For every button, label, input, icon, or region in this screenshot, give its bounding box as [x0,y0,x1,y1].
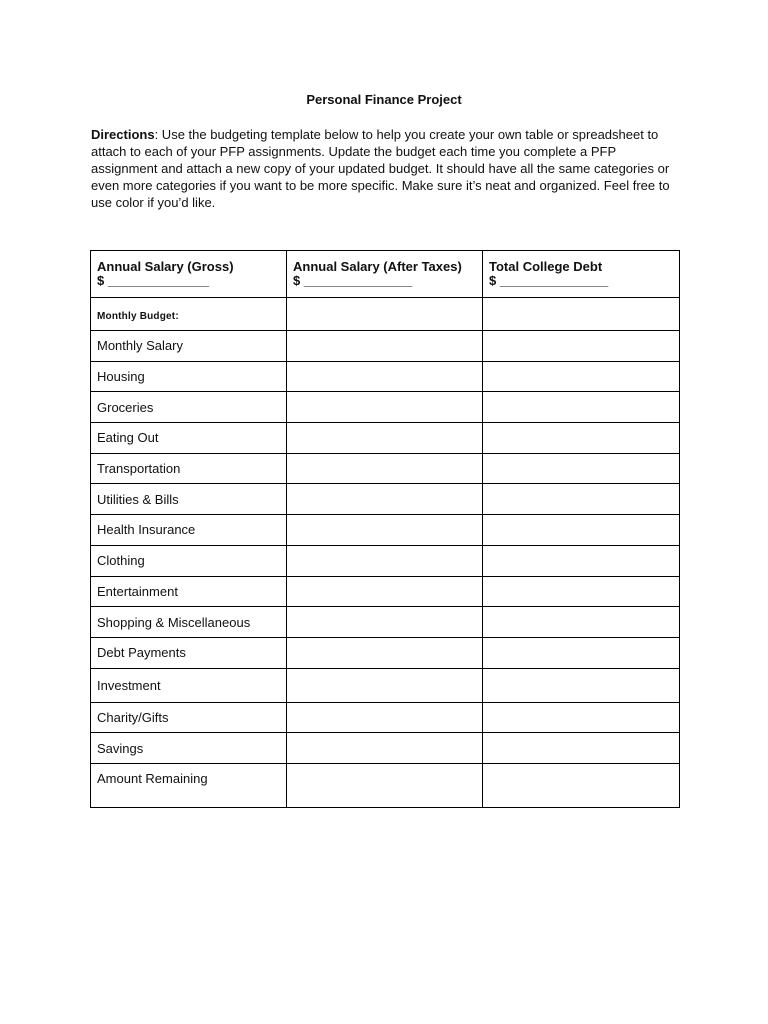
category-label: Housing [91,361,287,392]
empty-cell[interactable] [287,763,483,807]
empty-cell[interactable] [287,331,483,362]
empty-cell[interactable] [287,484,483,515]
table-row [91,331,680,362]
category-label: Charity/Gifts [91,702,287,733]
empty-cell[interactable] [287,668,483,702]
category-label: Clothing [91,545,287,576]
empty-cell[interactable] [287,515,483,546]
empty-cell[interactable] [287,298,483,331]
budget-table [90,250,680,808]
empty-cell[interactable] [483,515,680,546]
header-label: Total College Debt [489,259,603,274]
empty-cell[interactable] [287,545,483,576]
empty-cell[interactable] [483,607,680,638]
header-label: Annual Salary (After Taxes) [293,259,462,274]
empty-cell[interactable] [483,702,680,733]
empty-cell[interactable] [483,453,680,484]
category-label: Shopping & Miscellaneous [91,607,287,638]
table-row [91,484,680,515]
category-label: Health Insurance [91,515,287,546]
category-label: Investment [91,668,287,702]
table-row [91,607,680,638]
empty-cell[interactable] [287,392,483,423]
empty-cell[interactable] [287,702,483,733]
empty-cell[interactable] [483,298,680,331]
header-blank-line: $ ______________ [97,273,210,288]
table-row [91,733,680,764]
category-label: Utilities & Bills [91,484,287,515]
empty-cell[interactable] [287,453,483,484]
empty-cell[interactable] [483,637,680,668]
table-row [91,545,680,576]
table-row [91,361,680,392]
category-label: Monthly Salary [91,331,287,362]
category-label: Transportation [91,453,287,484]
table-row [91,453,680,484]
empty-cell[interactable] [483,331,680,362]
category-label: Amount Remaining [91,763,287,807]
category-label: Savings [91,733,287,764]
empty-cell[interactable] [287,607,483,638]
page-title: Personal Finance Project [306,92,462,107]
table-row [91,423,680,454]
header-blank-line: $ _______________ [293,273,413,288]
directions-text: : Use the budgeting template below to help you create your own table or spreadsheet to attach to each of your PFP assignments. Update the budget each time you complete a PFP assignment and attach a new copy of your updated budget. It should have all the same categories or even more categories if you want to be more specific. Make sure it’s neat and organized. Feel free to use color if you’d like. [91,127,670,210]
empty-cell[interactable] [287,733,483,764]
empty-cell[interactable] [287,576,483,607]
table-row [91,702,680,733]
table-header-row [91,251,680,298]
table-row [91,576,680,607]
empty-cell[interactable] [483,668,680,702]
header-cell-gross [91,251,287,298]
empty-cell[interactable] [287,637,483,668]
table-row [91,392,680,423]
category-label: Debt Payments [91,637,287,668]
empty-cell[interactable] [287,423,483,454]
empty-cell[interactable] [483,545,680,576]
empty-cell[interactable] [287,361,483,392]
table-row [91,637,680,668]
directions-label: Directions [91,127,155,142]
table-row [91,515,680,546]
category-label: Groceries [91,392,287,423]
header-cell-college-debt [483,251,680,298]
table-row [91,763,680,807]
empty-cell[interactable] [483,361,680,392]
header-blank-line: $ _______________ [489,273,609,288]
directions-paragraph [91,126,671,211]
empty-cell[interactable] [483,484,680,515]
empty-cell[interactable] [483,423,680,454]
empty-cell[interactable] [483,763,680,807]
empty-cell[interactable] [483,576,680,607]
header-cell-after-taxes [287,251,483,298]
empty-cell[interactable] [483,392,680,423]
monthly-budget-label: Monthly Budget: [97,310,179,322]
table-row [91,668,680,702]
header-label: Annual Salary (Gross) [97,259,234,274]
monthly-budget-label-cell [91,298,287,331]
category-label: Eating Out [91,423,287,454]
monthly-budget-row [91,298,680,331]
empty-cell[interactable] [483,733,680,764]
category-label: Entertainment [91,576,287,607]
